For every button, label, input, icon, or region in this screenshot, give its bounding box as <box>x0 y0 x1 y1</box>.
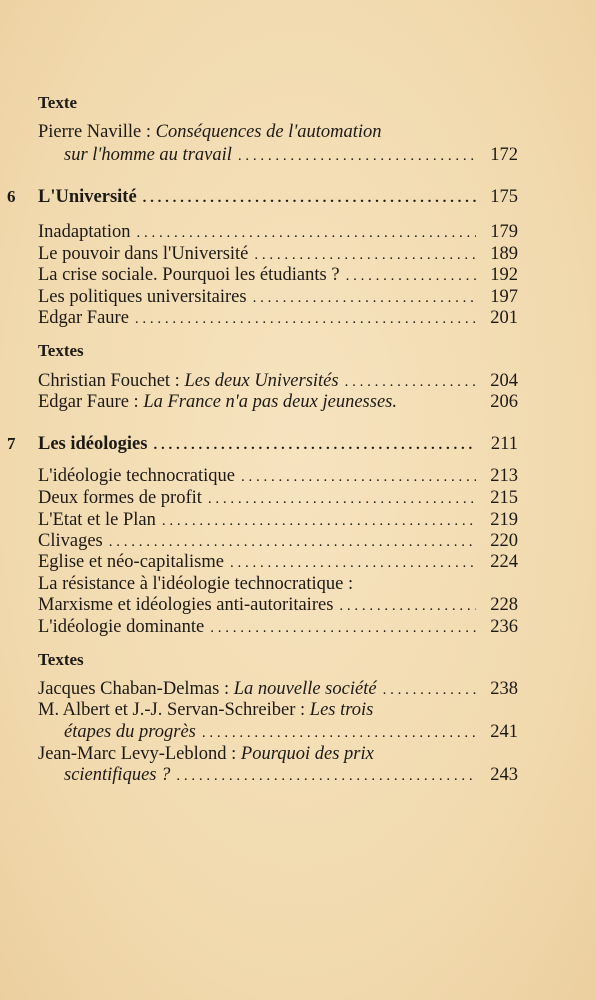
entry-author: Christian Fouchet : <box>38 371 180 391</box>
leader-dots <box>383 679 476 701</box>
chapter-number: 6 <box>7 187 16 206</box>
leader-dots <box>162 510 476 532</box>
leader-dots <box>135 308 476 330</box>
leader-dots <box>143 187 476 209</box>
page-number: 243 <box>490 765 518 785</box>
entry-title: étapes du progrès <box>64 722 196 742</box>
chapter-number: 7 <box>7 434 16 453</box>
toc-entry <box>38 264 518 286</box>
entry-title: Pourquoi des prix <box>240 744 374 764</box>
leader-dots <box>339 595 476 617</box>
page-number: 220 <box>490 531 518 551</box>
toc-entry <box>64 144 518 166</box>
toc-entry <box>38 370 518 392</box>
toc-entry <box>64 721 518 743</box>
entry-title: sur l'homme au travail <box>64 145 232 165</box>
page-number: 201 <box>490 308 518 328</box>
entry-text: Eglise et néo-capitalisme <box>38 552 224 572</box>
entry-text: Clivages <box>38 531 103 551</box>
page-number: 238 <box>490 679 518 699</box>
leader-dots <box>202 722 476 744</box>
entry-text: Le pouvoir dans l'Université <box>38 244 249 264</box>
page-number: 189 <box>490 244 518 264</box>
leader-dots <box>153 434 476 456</box>
toc-entry <box>64 764 518 786</box>
leader-dots <box>208 488 476 510</box>
toc-entry <box>38 743 518 765</box>
section-heading: Textes <box>38 341 84 360</box>
page-number: 236 <box>490 617 518 637</box>
entry-title: scientifiques ? <box>64 765 171 785</box>
leader-dots <box>254 244 476 266</box>
toc-entry <box>38 678 518 700</box>
leader-dots <box>241 466 476 488</box>
entry-title: Les trois <box>309 700 374 720</box>
toc-entry <box>38 391 518 413</box>
chapter-title: Les idéologies <box>38 434 148 454</box>
entry-title: La nouvelle société <box>233 679 377 699</box>
page-number: 241 <box>490 722 518 742</box>
toc-entry <box>38 465 518 487</box>
toc-entry <box>38 487 518 509</box>
toc-entry <box>38 573 518 595</box>
page-number: 224 <box>490 552 518 572</box>
leader-dots <box>238 145 476 167</box>
chapter-title: L'Université <box>38 187 137 207</box>
leader-dots <box>109 531 476 553</box>
entry-text: Deux formes de profit <box>38 488 202 508</box>
entry-text: Marxisme et idéologies anti-autoritaires <box>38 595 334 615</box>
entry-title: Les deux Universités <box>184 371 339 391</box>
toc-entry <box>38 551 518 573</box>
page-number: 211 <box>490 434 518 454</box>
page-number: 215 <box>490 488 518 508</box>
chapter-entry <box>38 433 518 455</box>
section-heading: Texte <box>38 93 78 112</box>
toc-entry <box>38 509 518 531</box>
entry-text: Inadaptation <box>38 222 131 242</box>
entry-author: Jean-Marc Levy-Leblond : <box>38 744 237 764</box>
toc-entry <box>38 530 518 552</box>
page-number: 175 <box>490 187 518 207</box>
entry-text: Edgar Faure <box>38 308 129 328</box>
entry-author: M. Albert et J.-J. Servan-Schreiber : <box>38 700 306 720</box>
entry-text: L'idéologie technocratique <box>38 466 235 486</box>
leader-dots <box>176 765 476 787</box>
leader-dots <box>346 265 476 287</box>
page-number: 172 <box>490 145 518 165</box>
entry-text: La résistance à l'idéologie technocratique : <box>38 574 354 594</box>
leader-dots <box>253 287 476 309</box>
entry-text: La crise sociale. Pourquoi les étudiants ? <box>38 265 340 285</box>
entry-text: L'Etat et le Plan <box>38 510 156 530</box>
entry-text: L'idéologie dominante <box>38 617 205 637</box>
entry-author: Jacques Chaban-Delmas : <box>38 679 230 699</box>
page-number: 197 <box>490 287 518 307</box>
toc-entry <box>38 594 518 616</box>
page-number: 213 <box>490 466 518 486</box>
entry-author: Edgar Faure : <box>38 392 139 412</box>
leader-dots <box>230 552 476 574</box>
page-number: 219 <box>490 510 518 530</box>
page-number: 204 <box>490 371 518 391</box>
page-number: 179 <box>490 222 518 242</box>
leader-dots <box>210 617 476 639</box>
toc-entry <box>38 616 518 638</box>
entry-title: La France n'a pas deux jeunesses. <box>143 392 397 412</box>
toc-entry <box>38 699 518 721</box>
page-number: 192 <box>490 265 518 285</box>
leader-dots <box>136 222 476 244</box>
page-number: 206 <box>490 392 518 412</box>
chapter-entry <box>38 186 518 208</box>
leader-dots <box>345 371 476 393</box>
toc-entry <box>38 307 518 329</box>
entry-title: Conséquences de l'automation <box>155 122 382 142</box>
toc-entry <box>38 121 518 143</box>
toc-entry <box>38 243 518 265</box>
toc-entry <box>38 286 518 308</box>
toc-entry <box>38 221 518 243</box>
section-heading: Textes <box>38 650 84 669</box>
entry-author: Pierre Naville : <box>38 122 152 142</box>
page-number: 228 <box>490 595 518 615</box>
entry-text: Les politiques universitaires <box>38 287 247 307</box>
